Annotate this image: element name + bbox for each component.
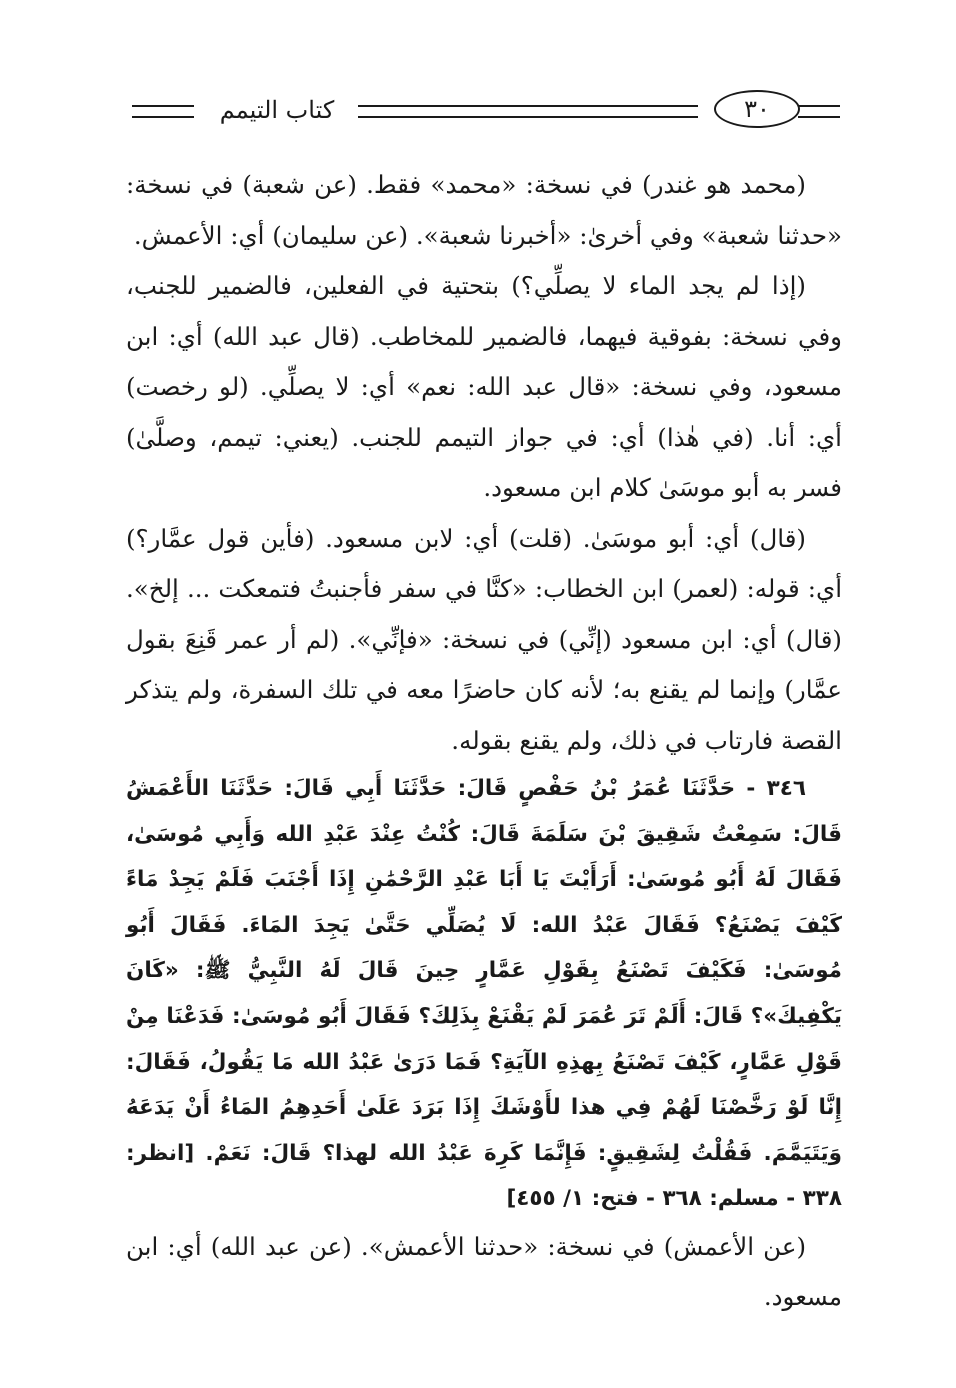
hadith-text: ٣٤٦ - حَدَّثَنَا عُمَرُ بْنُ حَفْصٍ قَالَ: حَدَّثَنَا أَبِي قَالَ: حَدَّثَنَا الأَعْمَشُ قَالَ: سَمِعْتُ شَقِيقَ بْنَ سَلَمَةَ قَالَ: كُنْتُ عِنْدَ عَبْدِ الله وَأَبِي مُوسَىٰ، فَقَالَ لَهُ أَبُو مُوسَىٰ: أَرَأَيْتَ يَا أَبَا عَبْدِ الرَّحْمَٰنِ إِذَا أَجْنَبَ فَلَمْ يَجِدْ مَاءً كَيْفَ يَصْنَعُ؟ فَقَالَ عَبْدُ الله: لَا يُصَلِّي حَتَّىٰ يَجِدَ المَاءَ. فَقَالَ أَبُو مُوسَىٰ: فَكَيْفَ تَصْنَعُ بِقَوْلِ عَمَّارٍ حِينَ قَالَ لَهُ النَّبِيُّ ﷺ: «كَانَ يَكْفِيكَ»؟ قَالَ: أَلَمْ تَرَ عُمَرَ لَمْ يَقْنَعْ بِذَلِكَ؟ فَقَالَ أَبُو مُوسَىٰ: فَدَعْنَا مِنْ قَوْلِ عَمَّارٍ، كَيْفَ تَصْنَعُ بِهذِهِ الآيَةِ؟ فَمَا دَرَىٰ عَبْدُ الله مَا يَقُولُ، فَقَالَ: إِنَّا لَوْ رَخَّصْنَا لَهُمْ فِي هذا لأَوْشَكَ إِذَا بَرَدَ عَلَىٰ أَحَدِهِمُ المَاءُ أَنْ يَدَعَهُ وَيَتَيَمَّمَ. فَقُلْتُ لِشَقِيقٍ: فَإِنَّمَا كَرِهَ عَبْدُ الله لهذا؟ قَالَ: نَعَمْ. [انظر: ٣٣٨ - مسلم: ٣٦٨ - فتح: ١/ ٤٥٥]: [126, 776, 842, 1212]
page-body: [126, 160, 842, 1323]
header-rule-left: [132, 105, 194, 118]
commentary-paragraph-3: (قال) أي: أبو موسَىٰ. (قلت) أي: لابن مسعود. (فأين قول عمَّار؟) أي: قوله: (لعمر) ابن الخطاب: «كنَّا في سفر فأجنبتُ فتمعكت ... إلخ». (قال) أي: ابن مسعود (إنِّي) في نسخة: «فإنِّي». (لم أر عمر قَنِعَ بقول عمَّار) وإنما لم يقنع به؛ لأنه كان حاضرًا معه في تلك السفرة، ولم يتذكر القصة فارتاب في ذلك، ولم يقنع بقوله.: [126, 523, 842, 755]
commentary-paragraph-1: (محمد هو غندر) في نسخة: «محمد» فقط. (عن شعبة) في نسخة: «حدثنا شعبة» وفي أخرىٰ: «أخبرنا شعبة». (عن سليمان) أي: الأعمش.: [126, 170, 842, 250]
commentary-paragraph-4: (عن الأعمش) في نسخة: «حدثنا الأعمش». (عن عبد الله) أي: ابن مسعود.: [126, 1231, 842, 1312]
header-rule-middle: [358, 105, 698, 118]
header-title: كتاب التيمم: [219, 96, 335, 124]
commentary-paragraph-2: (إذا لم يجد الماء لا يصلِّي؟) بتحتية في الفعلين، فالضمير للجنب، وفي نسخة: بفوقية فيهما، فالضمير للمخاطب. (قال عبد الله) أي: ابن مسعود، وفي نسخة: «قال عبد الله: نعم» أي: لا يصلِّي. (لو رخصت) أي: أنا. (في هٰذا) أي: في جواز التيمم للجنب. (يعني: تيمم، وصلَّىٰ) فسر به أبو موسَىٰ كلام ابن مسعود.: [126, 271, 842, 502]
page-number: ٣٠: [714, 90, 800, 128]
running-header: [128, 88, 840, 134]
header-rule-right: [798, 105, 840, 118]
